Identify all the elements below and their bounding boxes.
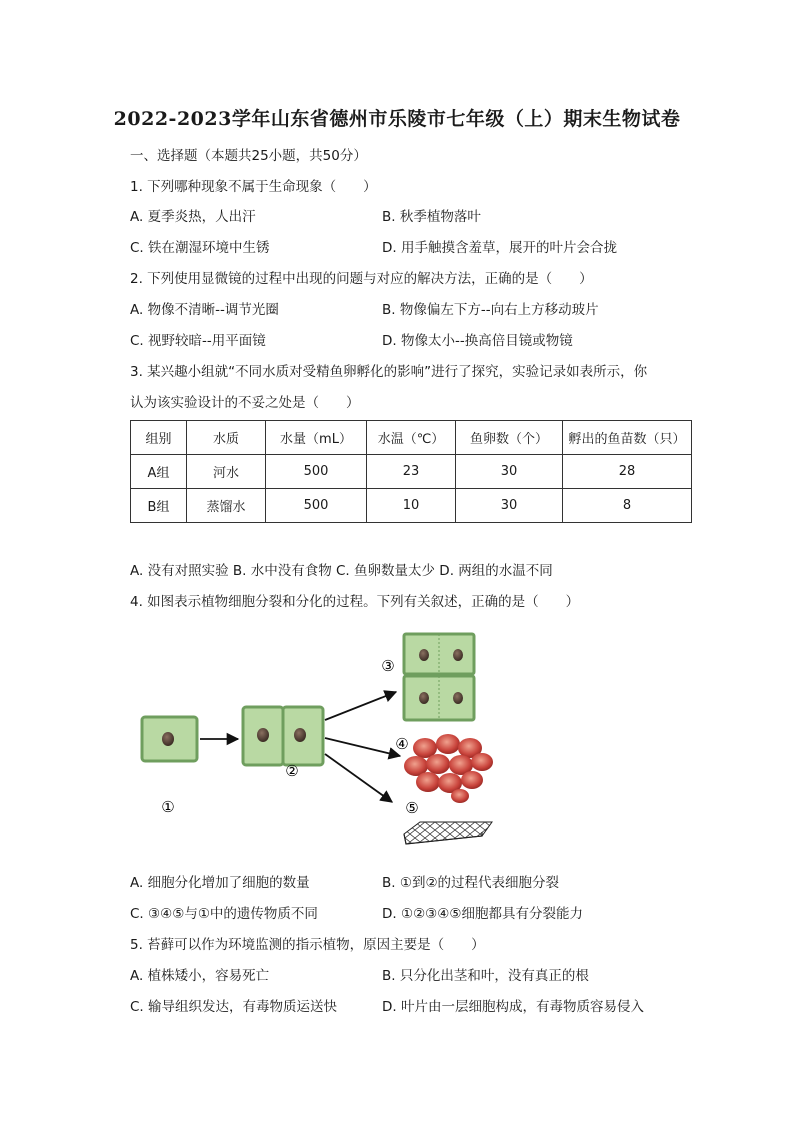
arrow-to-5	[325, 754, 392, 802]
q5-stem: 5. 苔藓可以作为环境监测的指示植物，原因主要是（ ）	[130, 937, 485, 953]
label-1: ①	[161, 798, 175, 816]
table-cell: 500	[266, 455, 367, 489]
label-5: ⑤	[405, 799, 419, 817]
table-header: 水温（℃）	[367, 421, 456, 455]
table-cell: A组	[131, 455, 187, 489]
cell-group-4	[404, 734, 493, 803]
q3-stem-line2: 认为该实验设计的不妥之处是（ ）	[130, 395, 360, 411]
label-3: ③	[381, 657, 395, 675]
table-cell: 10	[367, 489, 456, 523]
cell-group-3	[404, 634, 474, 720]
table-header: 孵出的鱼苗数（只）	[563, 421, 692, 455]
label-2: ②	[285, 762, 299, 780]
cell-2	[243, 707, 323, 765]
q3-stem-line1: 3. 某兴趣小组就“不同水质对受精鱼卵孵化的影响”进行了探究，实验记录如表所示，你	[130, 364, 648, 380]
q2-option-c: C. 视野较暗--用平面镜	[130, 333, 266, 349]
q1-option-d: D. 用手触摸含羞草，展开的叶片会合拢	[382, 240, 617, 256]
q4-stem: 4. 如图表示植物细胞分裂和分化的过程。下列有关叙述，正确的是（ ）	[130, 594, 580, 610]
q2-option-b: B. 物像偏左下方--向右上方移动玻片	[382, 302, 599, 318]
table-header: 鱼卵数（个）	[456, 421, 563, 455]
table-header: 水质	[187, 421, 266, 455]
table-header-row	[131, 421, 692, 455]
table-header: 水量（mL）	[266, 421, 367, 455]
q5-option-a: A. 植株矮小，容易死亡	[130, 968, 270, 984]
experiment-table	[130, 420, 692, 523]
table-cell: 500	[266, 489, 367, 523]
arrow-to-4	[325, 738, 400, 756]
q1-stem: 1. 下列哪种现象不属于生命现象（ ）	[130, 179, 377, 195]
q4-option-b: B. ①到②的过程代表细胞分裂	[382, 875, 560, 891]
table-cell: 30	[456, 489, 563, 523]
q4-option-a: A. 细胞分化增加了细胞的数量	[130, 875, 310, 891]
cell-division-diagram	[120, 622, 510, 852]
table-row	[131, 455, 692, 489]
q2-stem: 2. 下列使用显微镜的过程中出现的问题与对应的解决方法，正确的是（ ）	[130, 271, 593, 287]
table-cell: 8	[563, 489, 692, 523]
q5-option-d: D. 叶片由一层细胞构成，有毒物质容易侵入	[382, 999, 644, 1015]
table-cell: 蒸馏水	[187, 489, 266, 523]
page-title: 2022-2023学年山东省德州市乐陵市七年级（上）期末生物试卷	[113, 108, 681, 130]
q1-option-b: B. 秋季植物落叶	[382, 209, 481, 225]
table-cell: 28	[563, 455, 692, 489]
table-header: 组别	[131, 421, 187, 455]
label-4: ④	[395, 735, 409, 753]
q1-option-a: A. 夏季炎热，人出汗	[130, 209, 256, 225]
table-cell: B组	[131, 489, 187, 523]
table-cell: 30	[456, 455, 563, 489]
cell-1	[142, 717, 197, 761]
q2-option-a: A. 物像不清晰--调节光圈	[130, 302, 279, 318]
arrow-to-3	[325, 692, 396, 720]
section-heading: 一、选择题（本题共25小题，共50分）	[130, 148, 367, 164]
q4-option-c: C. ③④⑤与①中的遗传物质不同	[130, 906, 318, 922]
q4-option-d: D. ①②③④⑤细胞都具有分裂能力	[382, 906, 583, 922]
q5-option-b: B. 只分化出茎和叶，没有真正的根	[382, 968, 589, 984]
cell-group-5	[404, 822, 492, 844]
q3-options: A. 没有对照实验 B. 水中没有食物 C. 鱼卵数量太少 D. 两组的水温不同	[130, 563, 553, 579]
q1-option-c: C. 铁在潮湿环境中生锈	[130, 240, 270, 256]
table-row	[131, 489, 692, 523]
table-cell: 河水	[187, 455, 266, 489]
table-cell: 23	[367, 455, 456, 489]
q2-option-d: D. 物像太小--换高倍目镜或物镜	[382, 333, 573, 349]
q5-option-c: C. 输导组织发达，有毒物质运送快	[130, 999, 338, 1015]
